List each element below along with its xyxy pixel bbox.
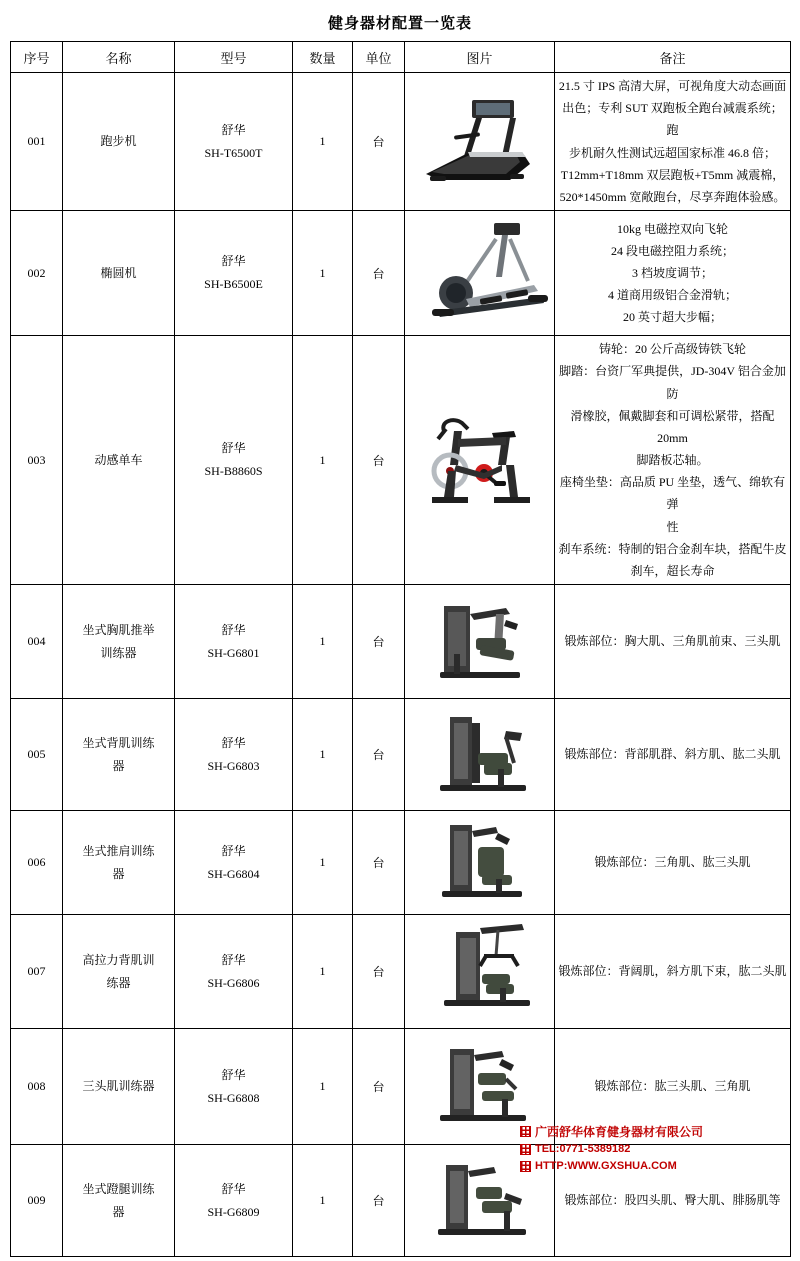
- chest-press-photo: [410, 594, 550, 690]
- triceps-machine-photo: [410, 1039, 550, 1135]
- row-image-cell: [405, 73, 555, 211]
- column-header-unit: 单位: [353, 42, 405, 73]
- row-remark: 21.5 寸 IPS 高清大屏，可视角度大动态画面 出色；专利 SUT 双跑板全跑台减震系统；跑 步机耐久性测试远超国家标准 46.8 倍； T12mm+T18mm 双层跑板+T5mm 减震棉， 520*1450mm 宽敞跑台，尽享奔跑体验感。: [555, 73, 791, 211]
- row-remark: 锻炼部位：股四头肌、臀大肌、腓肠肌等: [555, 1145, 791, 1257]
- shoulder-press-photo: [410, 817, 550, 909]
- row-no: 004: [11, 585, 63, 699]
- company-footer: [520, 1123, 790, 1176]
- row-name: 跑步机: [63, 73, 175, 211]
- row-unit: 台: [353, 811, 405, 915]
- row-unit: 台: [353, 585, 405, 699]
- row-unit: 台: [353, 1145, 405, 1257]
- qr-code-icon: [520, 1161, 531, 1172]
- row-model: 舒华 SH-G6803: [175, 699, 293, 811]
- row-qty: 1: [293, 915, 353, 1029]
- qr-code-icon: [520, 1144, 531, 1155]
- row-no: 001: [11, 73, 63, 211]
- company-name: 广西舒华体育健身器材有限公司: [535, 1124, 704, 1139]
- row-name: 坐式推肩训练 器: [63, 811, 175, 915]
- row-image-cell: [405, 585, 555, 699]
- row-model: 舒华 SH-G6801: [175, 585, 293, 699]
- row-no: 006: [11, 811, 63, 915]
- row-no: 003: [11, 336, 63, 585]
- row-qty: 1: [293, 73, 353, 211]
- row-image-cell: [405, 811, 555, 915]
- row-name: 动感单车: [63, 336, 175, 585]
- spin-bike-photo: [410, 405, 550, 515]
- equipment-table: [10, 41, 791, 1257]
- row-no: 005: [11, 699, 63, 811]
- row-name: 坐式背肌训练 器: [63, 699, 175, 811]
- row-remark: 锻炼部位：肱三头肌、三角肌: [555, 1029, 791, 1145]
- row-qty: 1: [293, 585, 353, 699]
- row-qty: 1: [293, 336, 353, 585]
- company-name-line: [520, 1123, 790, 1142]
- row-remark: 锻炼部位：背阔肌，斜方肌下束，肱二头肌: [555, 915, 791, 1029]
- column-header-qty: 数量: [293, 42, 353, 73]
- row-unit: 台: [353, 211, 405, 336]
- company-tel: TEL:0771-5389182: [535, 1143, 631, 1156]
- row-qty: 1: [293, 1029, 353, 1145]
- elliptical-photo: [410, 219, 550, 327]
- seated-row-photo: [410, 707, 550, 803]
- qr-code-icon: [520, 1126, 531, 1137]
- row-remark: 铸轮：20 公斤高级铸铁飞轮 脚踏：台资厂军典提供，JD-304V 铝合金加防 滑橡胶，佩戴脚套和可调松紧带，搭配 20mm 脚踏板芯轴。 座椅坐垫：高品质 PU 坐垫，透气、绵软有弹 性 刹车系统：特制的铝合金刹车块，搭配牛皮 刹车，超长寿命: [555, 336, 791, 585]
- row-image-cell: [405, 915, 555, 1029]
- table-header-row: [11, 42, 791, 73]
- column-header-name: 名称: [63, 42, 175, 73]
- table-row: [11, 211, 791, 336]
- lat-pulldown-photo: [410, 922, 550, 1022]
- row-unit: 台: [353, 73, 405, 211]
- column-header-model: 型号: [175, 42, 293, 73]
- row-remark: 10kg 电磁控双向飞轮 24 段电磁控阻力系统； 3 档坡度调节； 4 道商用级铝合金滑轨； 20 英寸超大步幅；: [555, 211, 791, 336]
- table-row: [11, 699, 791, 811]
- row-name: 坐式胸肌推举 训练器: [63, 585, 175, 699]
- row-model: 舒华 SH-T6500T: [175, 73, 293, 211]
- row-remark: 锻炼部位：背部肌群、斜方肌、肱二头肌: [555, 699, 791, 811]
- row-model: 舒华 SH-G6809: [175, 1145, 293, 1257]
- column-header-image: 图片: [405, 42, 555, 73]
- row-no: 002: [11, 211, 63, 336]
- column-header-remark: 备注: [555, 42, 791, 73]
- row-model: 舒华 SH-G6808: [175, 1029, 293, 1145]
- row-unit: 台: [353, 915, 405, 1029]
- table-row: [11, 336, 791, 585]
- row-model: 舒华 SH-B6500E: [175, 211, 293, 336]
- company-website-line: [520, 1158, 790, 1175]
- company-tel-line: [520, 1141, 790, 1158]
- row-name: 高拉力背肌训 练器: [63, 915, 175, 1029]
- treadmill-photo: [410, 94, 550, 190]
- row-name: 坐式蹬腿训练 器: [63, 1145, 175, 1257]
- row-unit: 台: [353, 336, 405, 585]
- row-no: 009: [11, 1145, 63, 1257]
- row-no: 007: [11, 915, 63, 1029]
- row-model: 舒华 SH-G6806: [175, 915, 293, 1029]
- row-unit: 台: [353, 1029, 405, 1145]
- row-remark: 锻炼部位：胸大肌、三角肌前束、三头肌: [555, 585, 791, 699]
- row-model: 舒华 SH-G6804: [175, 811, 293, 915]
- row-qty: 1: [293, 699, 353, 811]
- table-row: [11, 811, 791, 915]
- row-no: 008: [11, 1029, 63, 1145]
- row-model: 舒华 SH-B8860S: [175, 336, 293, 585]
- table-row: [11, 585, 791, 699]
- row-unit: 台: [353, 699, 405, 811]
- table-row: [11, 915, 791, 1029]
- column-header-no: 序号: [11, 42, 63, 73]
- table-row: [11, 73, 791, 211]
- row-qty: 1: [293, 811, 353, 915]
- row-name: 三头肌训练器: [63, 1029, 175, 1145]
- row-qty: 1: [293, 211, 353, 336]
- row-image-cell: [405, 211, 555, 336]
- page-title: 健身器材配置一览表: [327, 16, 472, 32]
- row-remark: 锻炼部位：三角肌、肱三头肌: [555, 811, 791, 915]
- row-name: 椭圆机: [63, 211, 175, 336]
- row-qty: 1: [293, 1145, 353, 1257]
- row-image-cell: [405, 336, 555, 585]
- row-image-cell: [405, 699, 555, 811]
- company-website[interactable]: HTTP:WWW.GXSHUA.COM: [535, 1160, 677, 1173]
